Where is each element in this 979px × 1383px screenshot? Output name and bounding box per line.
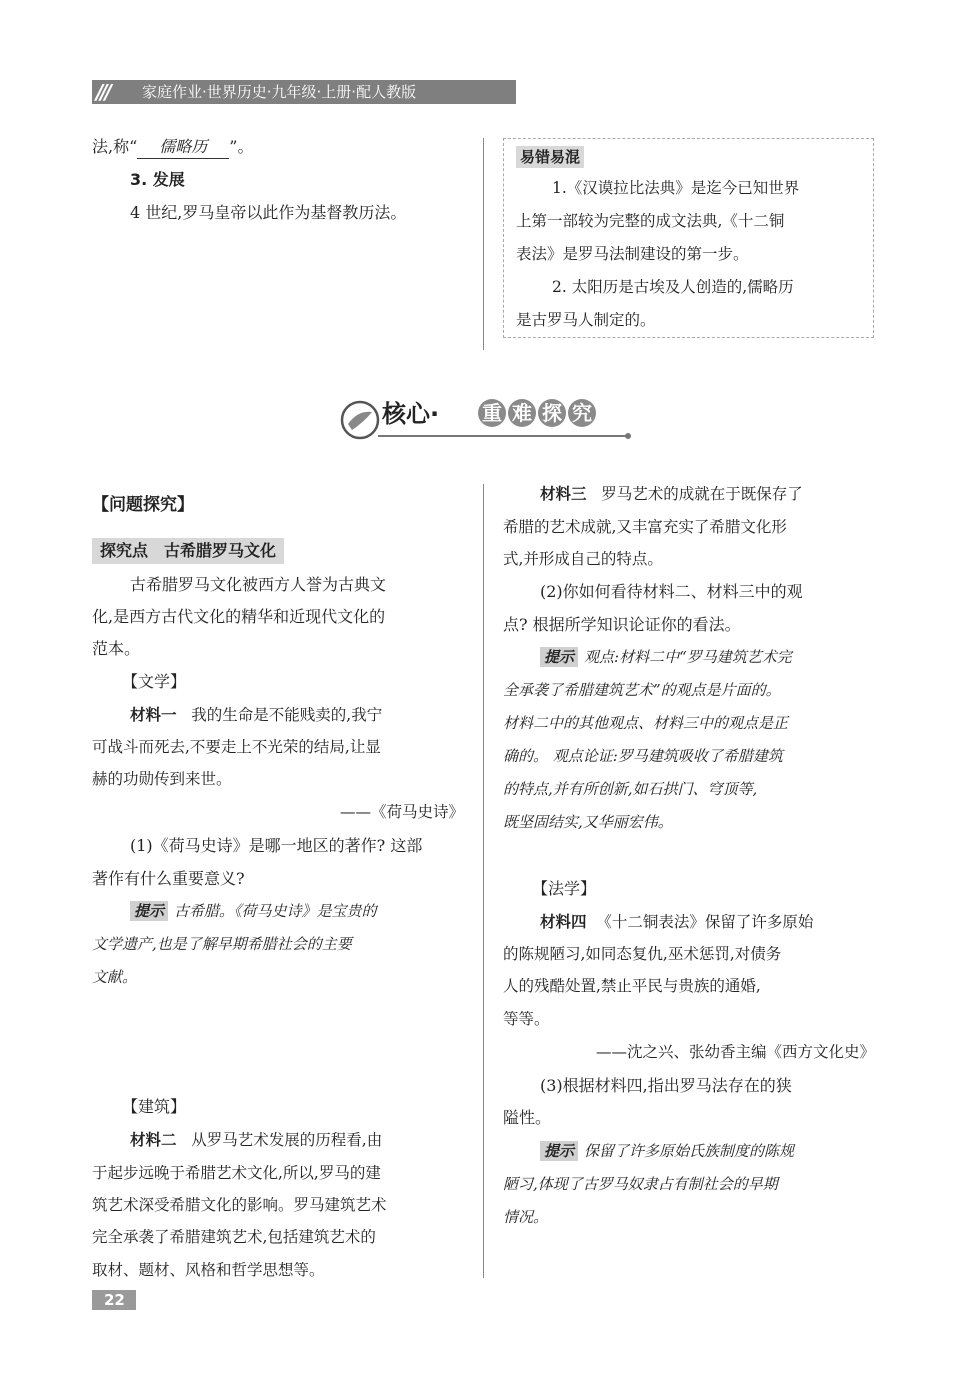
material4-line4: 等等。 xyxy=(503,1010,550,1028)
material3-line3: 式,并形成自己的特点。 xyxy=(503,550,663,568)
error-item1-line2: 上第一部较为完整的成文法典,《十二铜 xyxy=(516,212,785,230)
column-divider-main xyxy=(483,484,484,1278)
error-item2-line2: 是古罗马人制定的。 xyxy=(516,311,656,329)
top-left-line1 xyxy=(92,130,253,163)
hint2-line5: 的特点,并有所创新,如石拱门、穹顶等, xyxy=(503,780,758,798)
material1-source: ——《荷马史诗》 xyxy=(339,803,464,821)
answer-blank: 儒略历 xyxy=(137,136,229,159)
hint2-badge: 提示 xyxy=(540,647,578,667)
problem-heading: 【问题探究】 xyxy=(92,495,194,515)
banner-title-part2 xyxy=(478,399,596,427)
hint3-badge: 提示 xyxy=(540,1141,578,1161)
hint2-text1: 观点:材料二中“罗马建筑艺术完 xyxy=(584,648,792,666)
error-item1-line1: 1.《汉谟拉比法典》是迄今已知世界 xyxy=(552,179,800,197)
hint3-line3: 情况。 xyxy=(503,1208,549,1226)
material2-line3: 筑艺术深受希腊文化的影响。罗马建筑艺术 xyxy=(92,1196,387,1214)
banner-char-circle: 难 xyxy=(508,399,536,427)
material1-line2: 可战斗而死去,不要走上不光荣的结局,让显 xyxy=(92,738,381,756)
material2-text1: 从罗马艺术发展的历程看,由 xyxy=(191,1131,383,1149)
material1-line1 xyxy=(130,699,382,731)
intro-line3: 范本。 xyxy=(92,639,141,658)
hint3-line2: 陋习,体现了古罗马奴隶占有制社会的早期 xyxy=(503,1175,778,1193)
question2-line2: 点? 根据所学知识论证你的看法。 xyxy=(503,615,741,634)
intro-line1: 古希腊罗马文化被西方人誉为古典文 xyxy=(130,575,387,594)
question3-line1: (3)根据材料四,指出罗马法存在的狭 xyxy=(540,1076,792,1095)
material4-line2: 的陈规陋习,如同态复仇,巫术惩罚,对债务 xyxy=(503,945,782,963)
law-heading: 【法学】 xyxy=(532,879,597,898)
material4-text1: 《十二铜表法》保留了许多原始 xyxy=(596,913,814,931)
hint2-line1 xyxy=(540,641,792,674)
question2-line1: (2)你如何看待材料二、材料三中的观 xyxy=(540,582,803,601)
hint3-line1 xyxy=(540,1135,794,1168)
material1-label: 材料一 xyxy=(130,706,177,724)
line1-prefix: 法,称“ xyxy=(92,137,138,156)
material2-line1 xyxy=(130,1124,382,1156)
hint2-line6: 既坚固结实,又华丽宏伟。 xyxy=(503,813,673,831)
hint2-line4: 确的。 观点论证:罗马建筑吸收了希腊建筑 xyxy=(503,747,783,765)
material4-label: 材料四 xyxy=(540,913,587,931)
banner-title-part1: 核心· xyxy=(382,400,440,428)
material2-line5: 取材、题材、风格和哲学思想等。 xyxy=(92,1261,325,1279)
material3-label: 材料三 xyxy=(540,485,587,503)
material2-label: 材料二 xyxy=(130,1131,177,1149)
header-title: 家庭作业·世界历史·九年级·上册·配人教版 xyxy=(142,83,417,101)
material4-line1 xyxy=(540,906,813,938)
material3-text1: 罗马艺术的成就在于既保存了 xyxy=(601,485,803,503)
hint1-line3: 文献。 xyxy=(92,968,138,986)
banner-char-circle: 探 xyxy=(538,399,566,427)
literature-heading: 【文学】 xyxy=(122,672,187,691)
material3-line1 xyxy=(540,478,803,510)
line1-suffix: ”。 xyxy=(229,137,254,156)
material1-text1: 我的生命是不能贱卖的,我宁 xyxy=(191,706,383,724)
question1-line2: 著作有什么重要意义? xyxy=(92,869,245,888)
core-section-banner xyxy=(338,392,638,448)
error-item1-line3: 表法》是罗马法制建设的第一步。 xyxy=(516,245,749,263)
hint2-line2: 全承袭了希腊建筑艺术”的观点是片面的。 xyxy=(503,681,781,699)
intro-line2: 化,是西方古代文化的精华和近现代文化的 xyxy=(92,607,386,626)
material2-line2: 于起步远晚于希腊艺术文化,所以,罗马的建 xyxy=(92,1164,381,1182)
banner-end-dot xyxy=(625,433,631,439)
banner-char-circle: 究 xyxy=(568,399,596,427)
column-divider-top xyxy=(483,138,484,350)
page-number: 22 xyxy=(104,1291,125,1309)
hint1-text1: 古希腊。《荷马史诗》是宝贵的 xyxy=(174,902,377,920)
hint1-line2: 文学遗产,也是了解早期希腊社会的主要 xyxy=(92,935,352,953)
section3-heading: 3. 发展 xyxy=(130,170,185,189)
banner-char-circle: 重 xyxy=(478,399,506,427)
material4-line3: 人的残酷处置,禁止平民与贵族的通婚, xyxy=(503,977,761,995)
material3-line2: 希腊的艺术成就,又丰富充实了希腊文化形 xyxy=(503,518,787,536)
material2-line4: 完全承袭了希腊建筑艺术,包括建筑艺术的 xyxy=(92,1228,376,1246)
hint1-line1 xyxy=(130,895,377,928)
hint1-badge: 提示 xyxy=(130,901,168,921)
error-item2-line1: 2. 太阳历是古埃及人创造的,儒略历 xyxy=(552,278,794,296)
hint3-text1: 保留了许多原始氏族制度的陈规 xyxy=(584,1142,795,1160)
explore-point-tag: 探究点 古希腊罗马文化 xyxy=(92,538,284,564)
error-box-title: 易错易混 xyxy=(516,146,584,168)
question3-line2: 隘性。 xyxy=(503,1108,552,1127)
material4-source: ——沈之兴、张幼香主编《西方文化史》 xyxy=(595,1043,875,1061)
question1-line1: (1)《荷马史诗》是哪一地区的著作? 这部 xyxy=(130,836,423,855)
architecture-heading: 【建筑】 xyxy=(122,1097,187,1116)
material1-line3: 赫的功勋传到来世。 xyxy=(92,770,232,788)
section3-text: 4 世纪,罗马皇帝以此作为基督教历法。 xyxy=(130,203,407,222)
header-slash-decoration: /// xyxy=(96,80,109,104)
hint2-line3: 材料二中的其他观点、材料三中的观点是正 xyxy=(503,714,789,732)
